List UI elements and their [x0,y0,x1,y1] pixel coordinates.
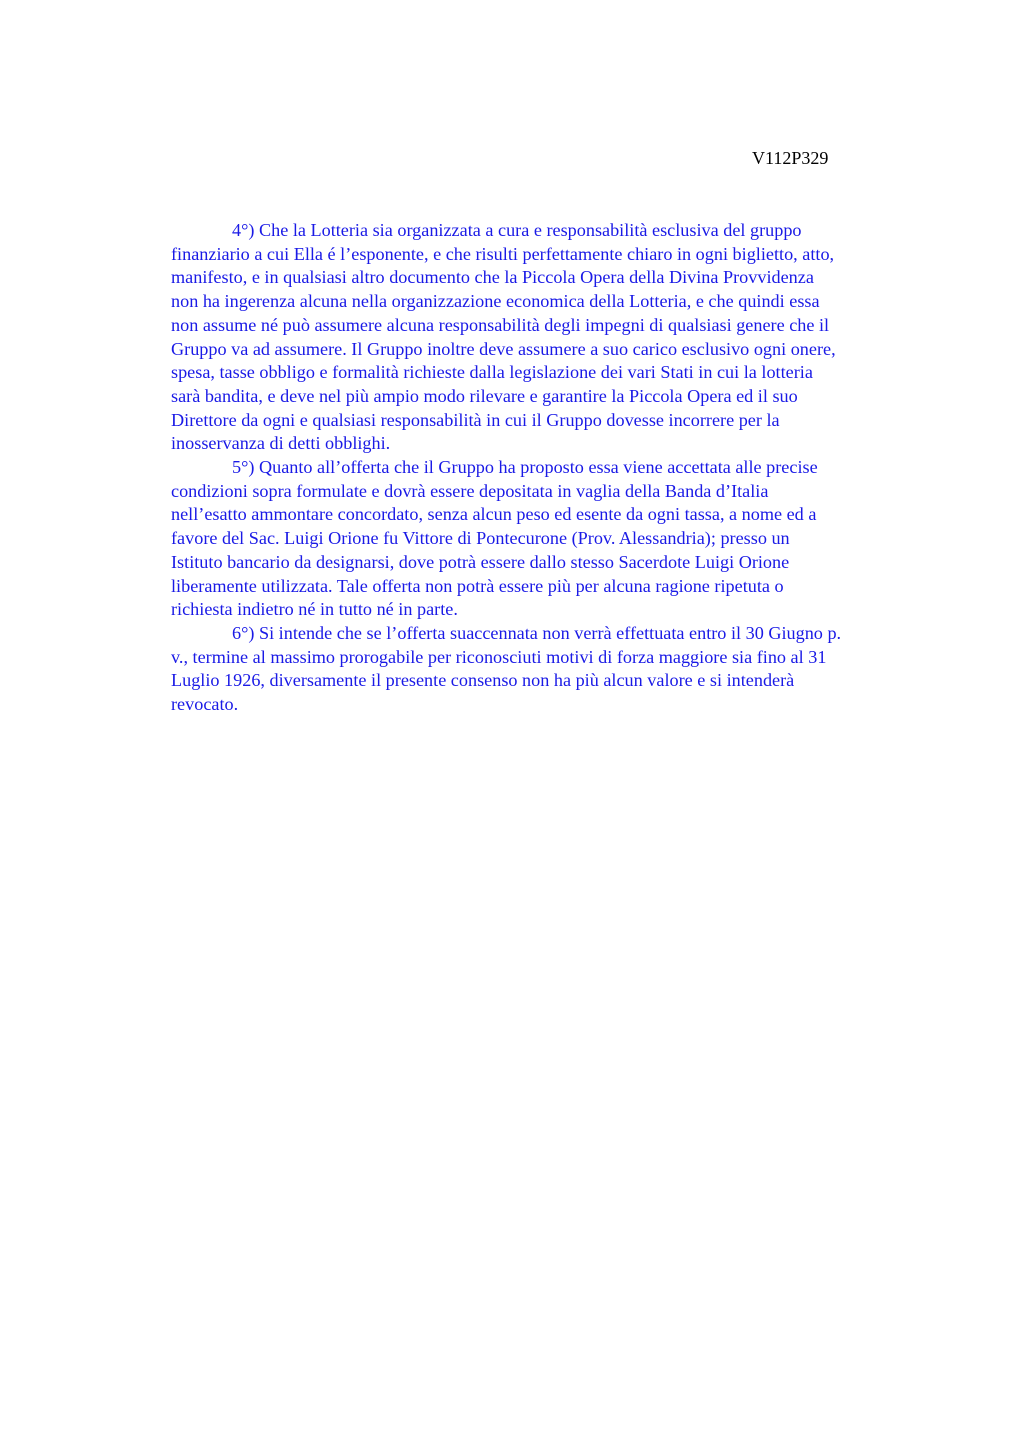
text-line: richiesta indietro né in tutto né in parte. [171,599,458,620]
text-line: nell’esatto ammontare concordato, senza alcun peso ed esente da ogni tassa, a nome ed a [171,504,817,525]
text-line: Luglio 1926, diversamente il presente consenso non ha più alcun valore e si intenderà [171,670,795,691]
text-line: Istituto bancario da designarsi, dove potrà essere dallo stesso Sacerdote Luigi Orione [171,551,790,572]
text-line: 5°) Quanto all’offerta che il Gruppo ha proposto essa viene accettata alle precise [232,457,818,478]
text-line: manifesto, e in qualsiasi altro documento che la Piccola Opera della Divina Provvidenza [171,267,814,288]
paragraph-4 [171,219,931,456]
text-line: 6°) Si intende che se l’offerta suaccennata non verrà effettuata entro il 30 Giugno p. [232,622,842,643]
text-line: revocato. [171,694,239,715]
paragraph-6 [171,622,931,717]
document-id-label: V112P329 [752,148,829,168]
text-line: favore del Sac. Luigi Orione fu Vittore di Pontecurone (Prov. Alessandria); presso un [171,528,790,549]
text-line: 4°) Che la Lotteria sia organizzata a cura e responsabilità esclusiva del gruppo [232,220,802,240]
text-line: inosservanza di detti obblighi. [171,433,391,454]
text-line: spesa, tasse obbligo e formalità richieste dalla legislazione dei vari Stati in cui la lotteria [171,362,813,383]
text-line: condizioni sopra formulate e dovrà essere depositata in vaglia della Banda d’Italia [171,480,769,501]
text-line: non assume né può assumere alcuna responsabilità degli impegni di qualsiasi genere che il [171,314,830,335]
text-line: Gruppo va ad assumere. Il Gruppo inoltre deve assumere a suo carico esclusivo ogni onere, [171,338,836,359]
text-line: Direttore da ogni e qualsiasi responsabilità in cui il Gruppo dovesse incorrere per la [171,409,780,430]
paragraph-5 [171,456,931,622]
text-line: liberamente utilizzata. Tale offerta non potrà essere più per alcuna ragione ripetuta o [171,575,784,596]
document-body [171,219,931,717]
text-line: finanziario a cui Ella é l’esponente, e che risulti perfettamente chiaro in ogni biglietto, atto, [171,243,835,264]
text-line: v., termine al massimo prorogabile per riconosciuti motivi di forza maggiore sia fino al 31 [171,646,827,667]
text-line: sarà bandita, e deve nel più ampio modo rilevare e garantire la Piccola Opera ed il suo [171,385,798,406]
text-line: non ha ingerenza alcuna nella organizzazione economica della Lotteria, e che quindi essa [171,291,820,312]
